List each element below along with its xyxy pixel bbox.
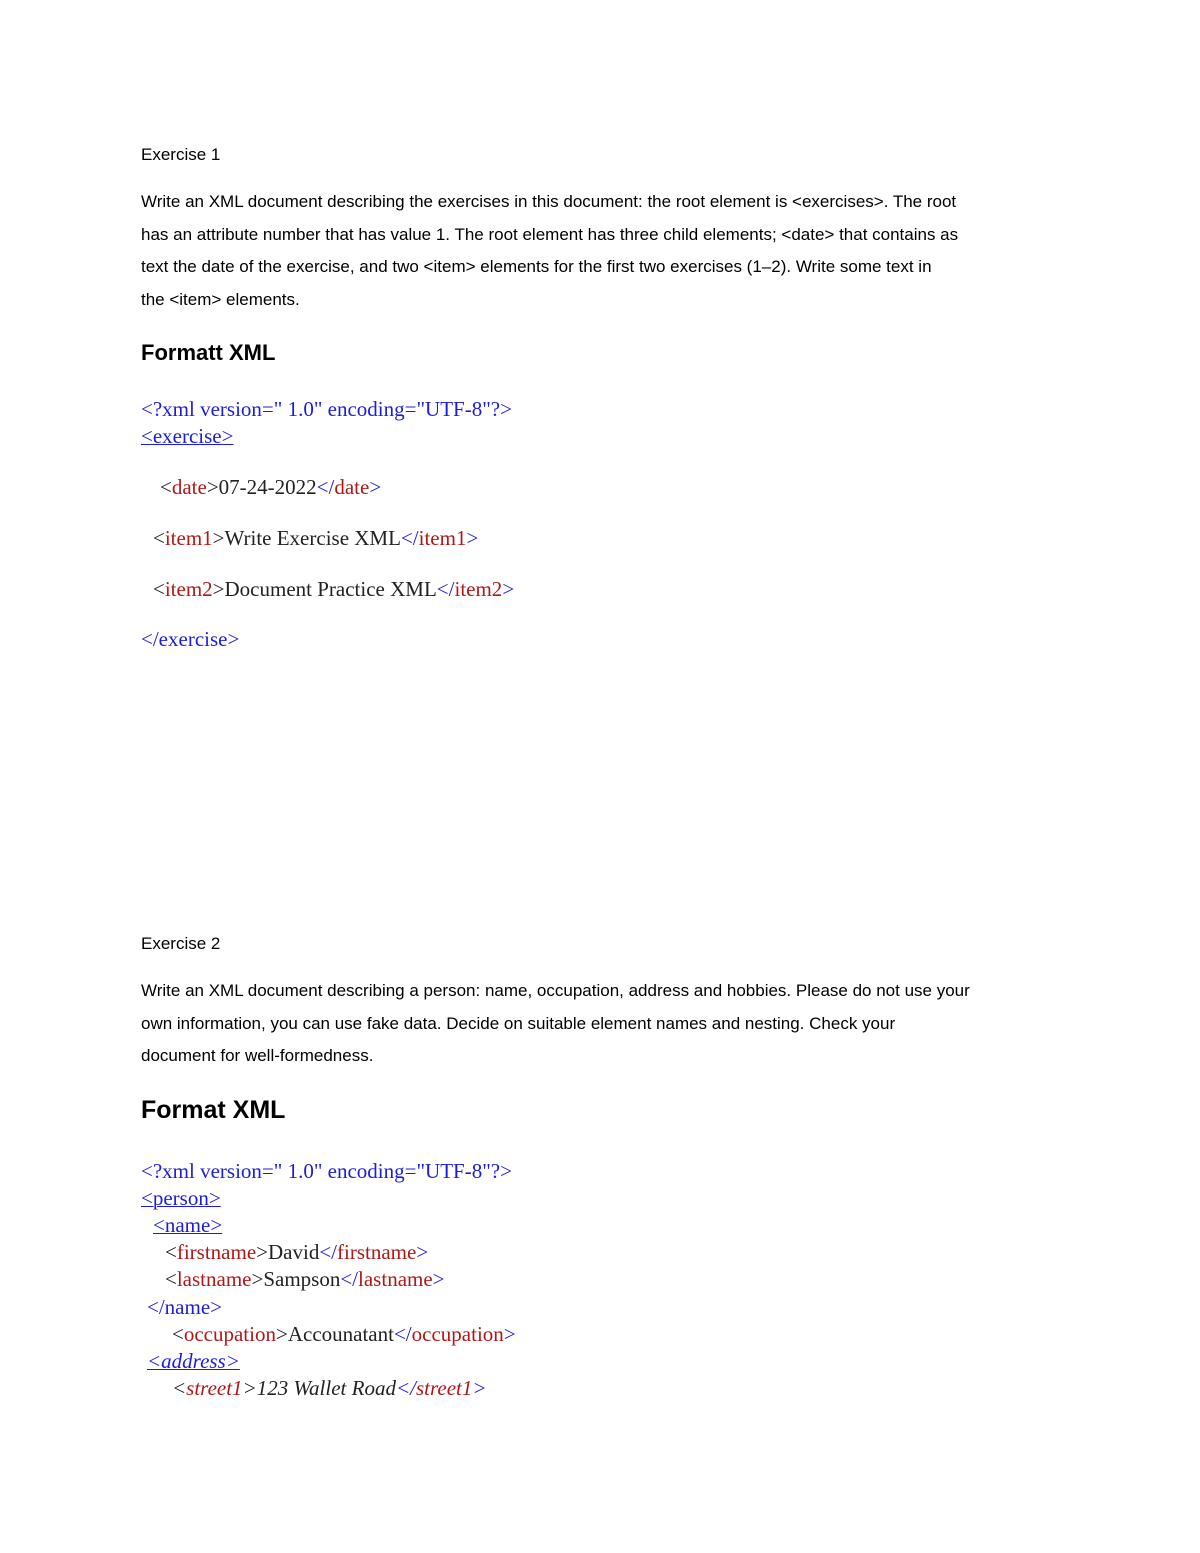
exercise1-heading: Exercise 1	[141, 145, 221, 164]
ex1-xml-declaration: <?xml version=" 1.0" encoding="UTF-8"?>	[141, 397, 512, 421]
ex2-name-open-tag: <name>	[153, 1213, 223, 1237]
ex2-firstname-element: <firstname>David</firstname>	[165, 1240, 429, 1264]
ex1-date-element: <date>07-24-2022</date>	[160, 475, 382, 499]
ex2-xml-declaration: <?xml version=" 1.0" encoding="UTF-8"?>	[141, 1159, 512, 1183]
ex2-occupation-element: <occupation>Accounatant</occupation>	[172, 1322, 516, 1346]
ex1-root-open-tag: <exercise>	[141, 424, 234, 448]
ex2-person-open-tag: <person>	[141, 1186, 221, 1210]
ex2-address-open-tag: <address>	[147, 1349, 240, 1373]
exercise1-description	[141, 186, 1071, 316]
ex1-item1-element: <item1>Write Exercise XML</item1>	[153, 526, 479, 550]
exercise1-line-2: has an attribute number that has value 1. The root element has three child elements; <date> that contains as	[141, 224, 959, 244]
ex1-root-close-tag: </exercise>	[141, 627, 240, 651]
exercise2-line-3: document for well-formedness.	[141, 1046, 374, 1066]
exercise2-line-1: Write an XML document describing a person: name, occupation, address and hobbies. Please do not use your	[141, 981, 970, 1000]
exercise1-line-3: text the date of the exercise, and two <item> elements for the first two exercises (1–2). Write some text in	[141, 257, 932, 277]
ex2-street1-element: <street1>123 Wallet Road</street1>	[172, 1376, 487, 1400]
exercise2-description	[141, 975, 1071, 1073]
exercise2-heading: Exercise 2	[141, 934, 221, 953]
ex1-item2-element: <item2>Document Practice XML</item2>	[153, 577, 515, 601]
exercise1-line-1: Write an XML document describing the exercises in this document: the root element is <exercises>. The root	[141, 192, 957, 211]
ex2-name-close-tag: </name>	[147, 1295, 222, 1319]
exercise2-title: Format XML	[141, 1096, 286, 1124]
exercise2-line-2: own information, you can use fake data. Decide on suitable element names and nesting. Check your	[141, 1013, 896, 1033]
exercise1-title: Formatt XML	[141, 340, 276, 365]
exercise1-line-4: the <item> elements.	[141, 289, 300, 309]
ex2-lastname-element: <lastname>Sampson</lastname>	[165, 1267, 445, 1291]
